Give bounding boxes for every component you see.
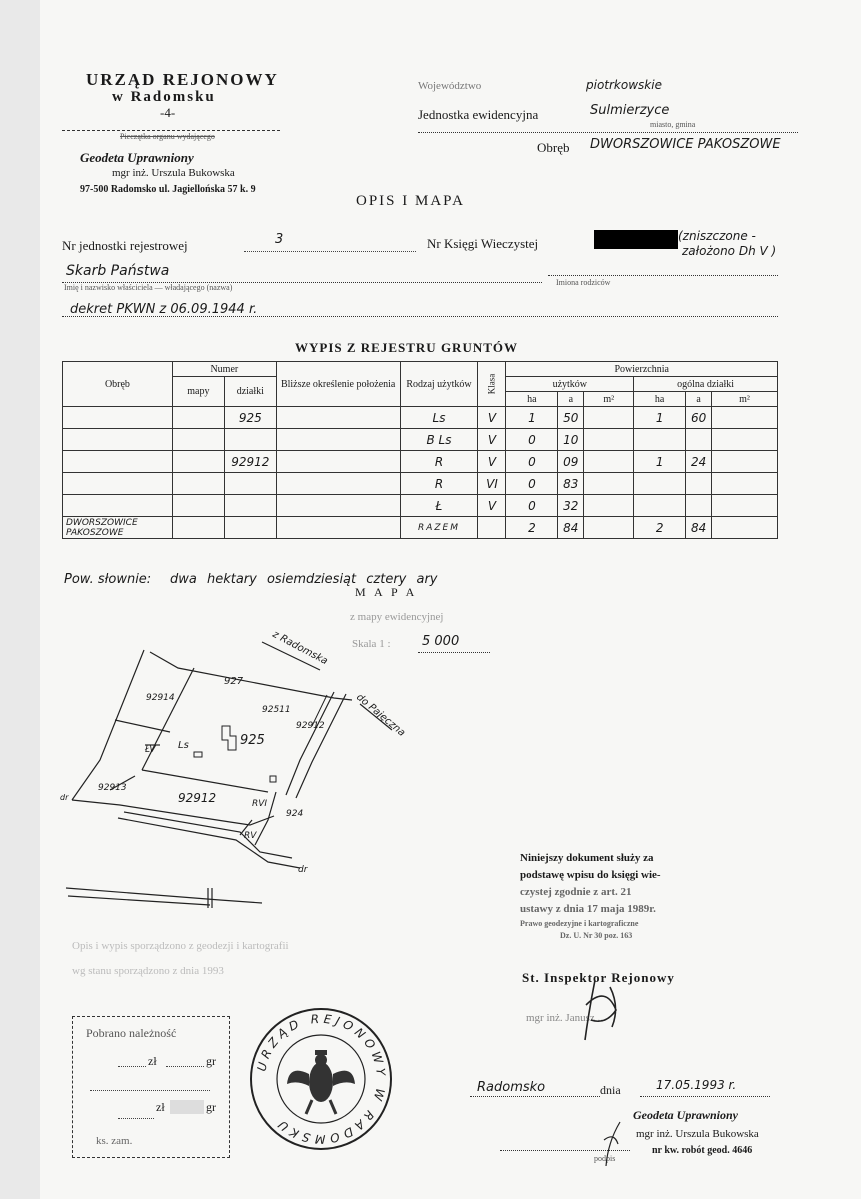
- col-blizsze: Bliższe określenie położenia: [276, 362, 400, 407]
- podpis-caption: podpis: [594, 1154, 616, 1163]
- geodeta-title: Geodeta Uprawniony: [80, 150, 194, 165]
- date-label: dnia: [600, 1083, 621, 1097]
- col-dzialki: działki: [224, 377, 276, 407]
- office-stamp: [246, 1004, 396, 1154]
- place-value: Radomsko: [477, 1080, 546, 1095]
- map-subtitle: z mapy ewidencyjnej: [350, 611, 444, 623]
- office-city: w Radomsku: [112, 89, 216, 105]
- office-caption: Pieczątka organu wydającego: [120, 132, 215, 141]
- map-label-925: 925: [240, 733, 265, 748]
- col-powierzchnia: Powierzchnia: [506, 362, 778, 377]
- ksiega-note-2: założono Dh V ): [682, 244, 777, 258]
- unit-ha: ha: [506, 392, 558, 407]
- map-label-92912a: 92912: [296, 721, 325, 731]
- wojewodztwo-label: Województwo: [418, 80, 482, 92]
- klasa-cell: V: [478, 429, 506, 451]
- office-name: URZĄD REJONOWY: [86, 70, 279, 89]
- notice-line-2: podstawę wpisu do księgi wie-: [520, 869, 661, 881]
- basis-value: dekret PKWN z 06.09.1944 r.: [70, 302, 258, 317]
- notice-line-6: Dz. U. Nr 30 poz. 163: [560, 931, 633, 940]
- map-label-ls: Ls: [178, 740, 189, 751]
- map-title: M A P A: [355, 585, 418, 599]
- rodzaj-cell: R: [400, 451, 478, 473]
- map-label-lv: ŁV: [145, 745, 156, 755]
- parents-caption: Imiona rodziców: [556, 278, 611, 287]
- faded-note-1: Opis i wypis sporządzono z geodezji i kartografii: [72, 940, 289, 952]
- rodzaj-cell: Ls: [400, 407, 478, 429]
- map-scale-label: Skala 1 :: [352, 638, 391, 650]
- map-label-92511: 92511: [262, 705, 291, 715]
- total-og-a: 84: [686, 517, 712, 539]
- geodeta-stamp-name: mgr inż. Urszula Bukowska: [636, 1128, 759, 1140]
- ksiega-label: Nr Księgi Wieczystej: [427, 236, 539, 251]
- stamp-text: URZĄD REJONOWY W RADOMSKU: [254, 1011, 389, 1147]
- dzialka-cell: 92912: [224, 451, 276, 473]
- fees-gr: gr: [206, 1054, 216, 1068]
- unit-og-m2: m²: [712, 392, 778, 407]
- map-label-92913: 92913: [98, 783, 127, 793]
- fees-zl: zł: [148, 1054, 157, 1068]
- slownie-label: Pow. słownie:: [64, 572, 152, 587]
- rodzaj-cell: B Ls: [400, 429, 478, 451]
- a-cell: 32: [558, 495, 584, 517]
- unit-a: a: [558, 392, 584, 407]
- total-ha: 2: [506, 517, 558, 539]
- notice-line-4: ustawy z dnia 17 maja 1989r.: [520, 903, 656, 915]
- dzialka-cell: 925: [224, 407, 276, 429]
- wojewodztwo-value: piotrkowskie: [586, 78, 662, 92]
- map-scale-value: 5 000: [422, 634, 460, 649]
- map-label-92912: 92912: [178, 791, 217, 805]
- office-number: -4-: [160, 105, 176, 120]
- map-label-924: 924: [286, 809, 304, 819]
- slownie-value: dwa hektary osiemdziesiąt cztery ary: [170, 572, 438, 587]
- map-label-92914: 92914: [146, 693, 175, 703]
- klasa-cell: V: [478, 451, 506, 473]
- jednostka-label: Jednostka ewidencyjna: [418, 107, 539, 122]
- col-ogolna: ogólna działki: [634, 377, 778, 392]
- notice-line-5: Prawo geodezyjne i kartograficzne: [520, 919, 639, 928]
- notice-line-1: Niniejszy dokument służy za: [520, 852, 654, 864]
- map-label-dr2: dr: [60, 793, 69, 802]
- owner-value: Skarb Państwa: [66, 263, 170, 279]
- ha-cell: 0: [506, 473, 558, 495]
- geodeta-stamp-title: Geodeta Uprawniony: [633, 1108, 738, 1122]
- inspector-name: mgr inż. Janusz ...: [526, 1012, 606, 1024]
- og-ha-cell: 1: [634, 451, 686, 473]
- obreb-value: DWORSZOWICE PAKOSZOWE: [590, 137, 781, 152]
- klasa-cell: V: [478, 407, 506, 429]
- owner-caption: Imię i nazwisko właściciela — władającego (nazwa): [64, 283, 233, 292]
- total-obreb-2: PAKOSZOWE: [66, 527, 124, 538]
- map-label-927: 927: [224, 676, 244, 687]
- unit-m2: m²: [584, 392, 634, 407]
- a-cell: 50: [558, 407, 584, 429]
- total-og-ha: 2: [634, 517, 686, 539]
- og-a-cell: 24: [686, 451, 712, 473]
- nr-jednostki-value: 3: [275, 232, 284, 247]
- notice-text: [520, 850, 661, 942]
- ha-cell: 0: [506, 429, 558, 451]
- total-a: 84: [558, 517, 584, 539]
- col-uzytkow: użytków: [506, 377, 634, 392]
- ksiega-note-1: (zniszczone -: [678, 229, 756, 243]
- map-label-rv: RV: [244, 831, 257, 841]
- faded-note-2: wg stanu sporządzono z dnia 1993: [72, 965, 224, 977]
- ha-cell: 1: [506, 407, 558, 429]
- rodzaj-cell: R: [400, 473, 478, 495]
- rodzaj-cell: Ł: [400, 495, 478, 517]
- unit-og-a: a: [686, 392, 712, 407]
- fees-label: Pobrano należność: [86, 1026, 177, 1040]
- second-signature: [590, 1120, 630, 1170]
- inspector-title: St. Inspektor Rejonowy: [522, 970, 675, 985]
- date-value: 17.05.1993 r.: [656, 1078, 737, 1092]
- handwritten-signature: [560, 975, 640, 1050]
- ha-cell: 0: [506, 451, 558, 473]
- fees-gr-2: gr: [206, 1100, 216, 1114]
- col-klasa: Klasa: [478, 362, 506, 407]
- fees-zl-2: zł: [156, 1100, 165, 1114]
- klasa-cell: V: [478, 495, 506, 517]
- document-title: OPIS I MAPA: [356, 193, 465, 209]
- geodeta-name: mgr inż. Urszula Bukowska: [112, 167, 235, 179]
- eagle-icon: [287, 1050, 355, 1114]
- og-a-cell: 60: [686, 407, 712, 429]
- total-obreb-1: DWORSZOWICE: [66, 517, 138, 528]
- map-label-radomska: z Radomska: [270, 628, 330, 668]
- map-label-rvi: RVI: [252, 799, 268, 809]
- col-mapy: mapy: [172, 377, 224, 407]
- notice-line-3: czystej zgodnie z art. 21: [520, 886, 632, 898]
- og-ha-cell: 1: [634, 407, 686, 429]
- jednostka-caption: miasto, gmina: [650, 120, 696, 129]
- col-obreb: Obręb: [63, 362, 173, 407]
- a-cell: 10: [558, 429, 584, 451]
- a-cell: 83: [558, 473, 584, 495]
- register-title: WYPIS Z REJESTRU GRUNTÓW: [295, 340, 519, 355]
- geodeta-address: 97-500 Radomsko ul. Jagiellońska 57 k. 9: [80, 184, 256, 195]
- fees-caption: ks. zam.: [96, 1135, 133, 1147]
- obreb-label: Obręb: [537, 140, 570, 155]
- total-label: RAZEM: [400, 517, 478, 539]
- geodeta-stamp-nr: nr kw. robót geod. 4646: [652, 1145, 753, 1156]
- map-label-dr1: dr: [298, 865, 308, 875]
- a-cell: 09: [558, 451, 584, 473]
- col-rodzaj: Rodzaj użytków: [400, 362, 478, 407]
- jednostka-value: Sulmierzyce: [590, 103, 670, 118]
- unit-og-ha: ha: [634, 392, 686, 407]
- col-numer: Numer: [172, 362, 276, 377]
- map-label-pajeczna: do Pajęczna: [354, 691, 408, 739]
- klasa-cell: VI: [478, 473, 506, 495]
- ha-cell: 0: [506, 495, 558, 517]
- nr-jednostki-label: Nr jednostki rejestrowej: [62, 238, 188, 253]
